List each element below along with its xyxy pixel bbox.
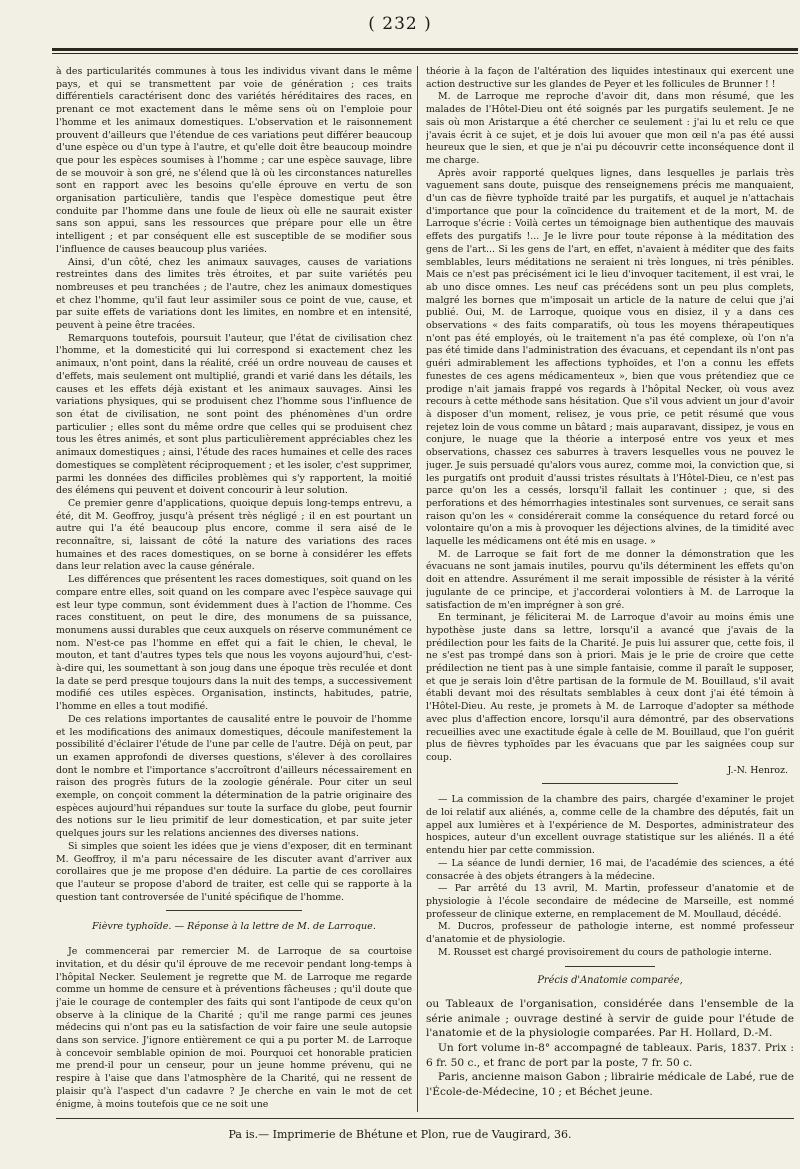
book-title: Précis d'Anatomie comparée, [537, 974, 683, 986]
paragraph: Après avoir rapporté quelques lignes, dans lesquelles je parlais très vaguement sans doute, puisque des renseignemens précis me manquaient, d'un cas de fièvre typhoïde traité par les purgatifs, et auquel je n'attachais d'importance que pour la coïncidence du traitement et de la mort, M. de Larroque s'écrie : Voilà certes un témoignage bien authentique des mauvais effets des purgatifs !... Je le livre pour toute réponse à la méditation des gens de l'art... Si les gens de l'art, en effet, n'avaient à méditer que des faits semblables, leurs méditations ne seraient ni très longues, ni très pénibles. Mais ce n'est pas précisément ici le lieu d'invoquer tacitement, il est vrai, le ab uno disce omnes. Les neuf cas précédens sont un peu plus complets, malgré les bornes que m'imposait un article de la nature de celui que j'ai publié. Oui, M. de Larroque, quoique vous en disiez, il y a dans ces observations « des faits comparatifs, où tous les moyens thérapeutiques n'ont pas été employés, où le traitement n'a pas été complexe, où l'on n'a pas été timide dans l'administration des évacuans, et cependant ils n'ont pas guéri admirablement les affections typhoïdes, et l'on a connu les effets funestes de ces agens médicamenteux », bien que vous prétendiez que ce prodige n'ait jamais frappé vos regards à l'hôpital Necker, où vous avez recours à cette méthode sans hésitation. Que s'il vous advient un jour d'avoir à disposer d'un moment, relisez, je vous prie, ce petit résumé que vous rejetez loin de vous comme un bâtard ; mais auparavant, dissipez, je vous en conjure, le nuage que la théorie a interposé entre vos yeux et mes observations, chassez ces saburres à travers lesquelles vous ne pouvez le juger. Je suis persuadé qu'alors vous aurez, comme moi, la conviction que, si les purgatifs ont produit d'aussi tristes résultats à l'Hôtel-Dieu, ce n'est pas parce qu'on les a cessés, lorsqu'il fallait les continuer ; que, si des perforations et des hémorrhagies intestinales sont survenues, ce serait sans raison qu'on les « considérerait comme la conséquence du retard forcé ou volontaire qu'on a mis à provoquer les déjections alvines, de la timidité avec laquelle les médicamens ont été mis en usage. » [426, 167, 794, 548]
page-number: ( 232 ) [368, 14, 432, 34]
paragraph: De ces relations importantes de causalité entre le pouvoir de l'homme et les modifications des animaux domestiques, découle manifestement la possibilité d'éclairer l'étude de l'une par celle de l'autre. Déjà on peut, par un examen approfondi de diverses questions, s'élever à des corollaires dont le nombre et l'importance s'accroîtront d'ailleurs nécessairement en raison des progrès futurs de la zoologie générale. Pour citer un seul exemple, on conçoit comment la détermination de la patrie originaire des espèces aujourd'hui répandues sur toute la surface du globe, peut fournir des notions sur le lieu primitif de leur domestication, et par suite jeter quelques jours sur les relations anciennes des diverses nations. [56, 713, 412, 840]
paragraph: M. de Larroque me reproche d'avoir dit, dans mon résumé, que les malades de l'Hôtel-Dieu ont été soignés par les purgatifs seulement. Je ne sais où mon Aristarque a été chercher ce seulement : j'ai lu et relu ce que j'avais écrit à ce sujet, et je dois lui avouer que mon œil n'a pas été aussi heureux que le sien, et que je n'ai pu découvrir cette inconséquence dont il me charge. [426, 91, 794, 166]
paragraph: théorie à la façon de l'altération des liquides intestinaux qui exercent une action destructive sur les glandes de Peyer et les follicules de Brunner ! ! [426, 66, 794, 90]
book-description: ou Tableaux de l'organisation, considérée dans l'ensemble de la série animale ; ouvrage destiné à servir de guide pour l'étude de l'anatomie et de la physiologie comparées. Par H. Hollard, D.-M. [426, 998, 794, 1040]
column-divider [417, 66, 418, 1112]
book-info: Un fort volume in-8° accompagné de tableaux. Paris, 1837. Prix : 6 fr. 50 c., et franc de port par la poste, 7 fr. 50 c. [426, 1042, 794, 1069]
section-separator [166, 910, 302, 911]
left-column [56, 66, 412, 1112]
paragraph: Si simples que soient les idées que je viens d'exposer, dit en terminant M. Geoffroy, il m'a paru nécessaire de les discuter avant d'arriver aux corollaires que je me propose d'en déduire. La partie de ces corollaires que l'auteur se propose d'abord de traiter, est celle qui se rapporte à la question tant controversée de l'unité spécifique de l'homme. [56, 840, 412, 903]
paragraph: Ce premier genre d'applications, quoique depuis long-temps entrevu, a été, dit M. Geoffroy, jusqu'à présent très négligé ; il en est pourtant un autre qui l'a été beaucoup plus encore, comme il sera aisé de le reconnaître, si, laissant de côté la nature des variations des races humaines et des races domestiques, on se borne à considérer les effets dans leur relation avec la cause générale. [56, 497, 412, 573]
right-column [426, 66, 794, 1112]
news-item: — La séance de lundi dernier, 16 mai, de l'académie des sciences, a été consacrée à des objets étrangers à la médecine. [426, 857, 794, 882]
section-separator [565, 966, 655, 967]
news-item: — Par arrêté du 13 avril, M. Martin, professeur d'anatomie et de physiologie à l'école secondaire de médecine de Marseille, est nommé professeur de clinique externe, en remplacement de M. Moullaud, décédé. [426, 883, 794, 920]
news-item: — La commission de la chambre des pairs, chargée d'examiner le projet de loi relatif aux aliénés, a, comme celle de la chambre des députés, fait un appel aux lumières et à l'expérience de M. Desportes, administrateur des hospices, auteur d'un excellent ouvrage statistique sur les aliénés. Il a été entendu hier par cette commission. [426, 794, 794, 857]
footer-rule [56, 1118, 794, 1119]
paragraph: En terminant, je féliciterai M. de Larroque d'avoir au moins émis une hypothèse juste dans sa lettre, lorsqu'il a avancé que j'avais de la prédilection pour les faits de la Charité. Je puis lui assurer que, cette fois, il ne s'est pas trompé dans son à priori. Mais je le prie de croire que cette prédilection ne tient pas à une simple fantaisie, comme il paraît le supposer, et que je serais loin d'être partisan de la formule de M. Bouillaud, s'il avait établi devant moi des résultats semblables à ceux dont j'ai été témoin à l'Hôtel-Dieu. Au reste, je promets à M. de Larroque d'adopter sa méthode avec plus d'affection encore, lorsqu'il aura démontré, par des observations recueillies avec une exactitude égale à celle de M. Bouillaud, que l'on guérit plus de fièvres typhoïdes par les évacuans que par les saignées coup sur coup. [426, 612, 794, 763]
paragraph: Ainsi, d'un côté, chez les animaux sauvages, causes de variations restreintes dans des limites très étroites, et par suite variétés peu nombreuses et peu tranchées ; de l'autre, chez les animaux domestiques et chez l'homme, qu'il faut leur assimiler sous ce point de vue, cause, et par suite effets de variations dont les limites, en nombre et en intensité, peuvent à peine être tracées. [56, 256, 412, 332]
article-signature: J.-N. Henroz. [727, 764, 788, 776]
paragraph: Les différences que présentent les races domestiques, soit quand on les compare entre elles, soit quand on les compare avec l'espèce sauvage qui est leur type commun, sont évidemment dues à l'action de l'homme. Ces races constituent, on peut le dire, des monumens de sa puissance, monumens aussi durables que ceux auxquels on réserve communément ce nom. N'est-ce pas l'homme en effet qui a fait le chien, le cheval, le mouton, et tant d'autres types tels que nous les voyons aujourd'hui, c'est-à-dire qui, les soumettant à son joug dans une époque très reculée et dont la date se perd presque toujours dans la nuit des temps, a successivement modifié ces utiles espèces. Organisation, instincts, habitudes, patrie, l'homme en elles a tout modifié. [56, 574, 412, 713]
paragraph: M. de Larroque se fait fort de me donner la démonstration que les évacuans ne sont jamais inutiles, pourvu qu'ils déterminent les effets qu'on doit en attendre. Assurément il me serait impossible de résister à la vérité jugulante de ce principe, et j'accorderai volontiers à M. de Larroque la satisfaction de m'en imprégner à son gré. [426, 548, 794, 611]
section-title: Fièvre typhoïde. — Réponse à la lettre de M. de Larroque. [92, 921, 376, 933]
header-rule-thin [52, 53, 798, 54]
paragraph: Remarquons toutefois, poursuit l'auteur, que l'état de civilisation chez l'homme, et la domesticité qui lui correspond si exactement chez les animaux, n'ont point, dans la réalité, créé un ordre nouveau de causes et d'effets, mais seulement ont multiplié, grandi et varié dans les détails, les causes et les effets déjà existant et les animaux sauvages. Ainsi les variations physiques, qui se produisent chez l'homme sous l'influence de son état de civilisation, ne sont point des phénomènes d'un ordre particulier ; elles sont du même ordre que celles qui se produisent chez tous les êtres animés, et sont plus particulièrement appréciables chez les animaux domestiques ; ainsi, l'étude des races humaines et celle des races domestiques se complètent réciproquement ; et les isoler, c'est supprimer, parmi les données des difficiles problèmes qui s'y rapportent, la moitié des élémens qui peuvent et doivent concourir à leur solution. [56, 332, 412, 497]
news-item: M. Rousset est chargé provisoirement du cours de pathologie interne. [438, 946, 772, 958]
section-separator [542, 783, 678, 784]
paragraph: à des particularités communes à tous les individus vivant dans le même pays, et qui se transmettent par voie de génération ; ces traits différentiels caractérisent donc des variétés héréditaires des races, en prenant ce mot exactement dans le même sens où on l'emploie pour l'homme et les animaux domestiques. L'observation et le raisonnement prouvent d'ailleurs que l'étendue de ces variations peut différer beaucoup d'une espèce ou d'un type à l'autre, et qu'elle doit être beaucoup moindre que pour les espèces soumises à l'homme ; car une espèce sauvage, libre de se mouvoir à son gré, ne s'élend que là où les circonstances naturelles sont en rapport avec les besoins qu'elle éprouve en vertu de son organisation particulière, tandis que l'espèce domestique peut être conduite par l'homme dans une foule de lieux où elle ne saurait exister sans son appui, sans les ressources que prépare pour elle un être intelligent ; et par conséquent elle est susceptible de se modifier sous l'influence de causes beaucoup plus variées. [56, 66, 412, 255]
book-notice [426, 997, 794, 1099]
printer-imprint: Pa is.— Imprimerie de Bhétune et Plon, rue de Vaugirard, 36. [228, 1128, 572, 1141]
header-rule [52, 48, 798, 51]
paragraph: Je commencerai par remercier M. de Larroque de sa courtoise invitation, et du désir qu'il éprouve de me recevoir pendant long-temps à l'hôpital Necker. Seulement je regrette que M. de Larroque me regarde comme un homme de censure et à préventions fâcheuses ; qu'il doute que j'aie le courage de contempler des faits qui sont l'antipode de ceux qu'on observe à la clinique de la Charité ; qu'il me range parmi ces jeunes médecins qui n'ont pas eu la satisfaction de voir faire une seule autopsie dans son service. J'ignore entièrement ce qui a pu porter M. de Larroque à concevoir semblable opinion de moi. Pourquoi cet honorable praticien me prend-il pour un censeur, pour un jeune homme prévenu, qui ne respire à l'aise que dans l'atmosphère de la Charité, qui ne ressent de plaisir qu'à l'aspect d'un cadavre ? Je cherche en vain le mot de cet énigme, à moins toutefois que ce ne soit une [56, 946, 412, 1110]
book-publisher: Paris, ancienne maison Gabon ; librairie médicale de Labé, rue de l'École-de-Médecine, 10 ; et Béchet jeune. [426, 1071, 794, 1098]
news-item: M. Ducros, professeur de pathologie interne, est nommé professeur d'anatomie et de physiologie. [426, 921, 794, 946]
